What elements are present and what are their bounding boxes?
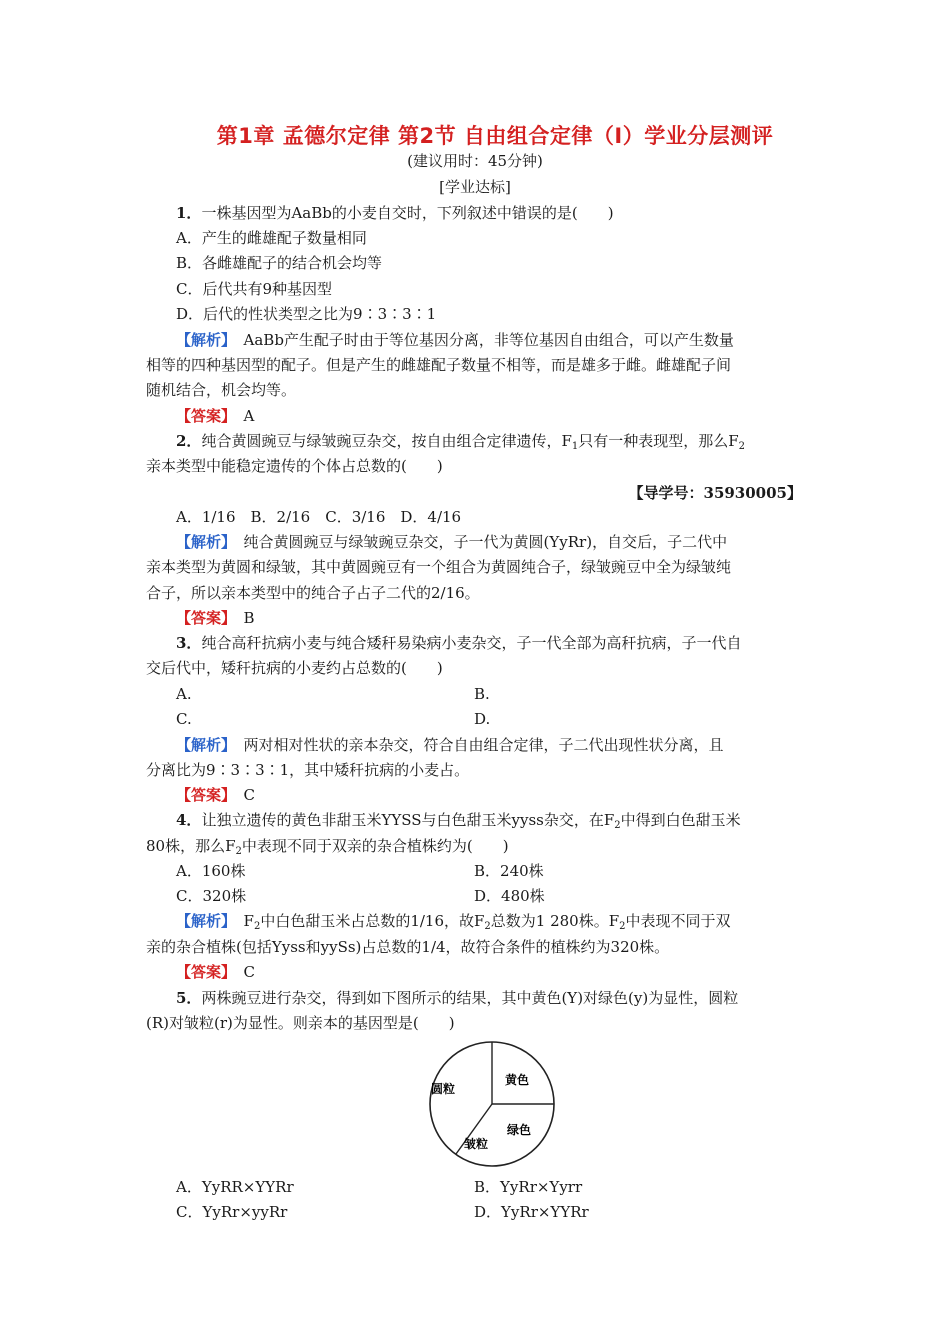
q4-stem-line2 <box>146 836 509 856</box>
q4-stem-line2-part2: 中表现不同于双亲的杂合植株约为( ) <box>241 837 509 855</box>
q5-option-a: A．YyRR×YYRr <box>176 1178 294 1196</box>
pie-chart <box>424 1036 560 1172</box>
q4-analysis-part4: 中表现不同于双 <box>625 912 731 930</box>
q4-analysis-part2: 中白色甜玉米占总数的1/16，故F <box>260 912 485 930</box>
q3-analysis-text: 两对相对性状的亲本杂交，符合自由组合定律，子二代出现性状分离，且 <box>228 736 724 754</box>
q3-stem <box>176 633 741 653</box>
q3-option-c: C. <box>176 710 192 728</box>
q2-analysis-text: 纯合黄圆豌豆与绿皱豌豆杂交，子一代为黄圆(YyRr)，自交后，子二代中 <box>228 533 728 551</box>
q2-analysis <box>176 532 727 552</box>
time-hint: (建议用时：45分钟) <box>407 152 543 170</box>
q2-stem-line2: 亲本类型中能稳定遗传的个体占总数的( ) <box>146 457 443 475</box>
answer-label: 【答案】 <box>176 609 229 627</box>
q3-answer <box>176 785 255 805</box>
q2-analysis-line3: 合子，所以亲本类型中的纯合子占子二代的2/16。 <box>146 584 480 602</box>
q1-analysis-line2: 相等的四种基因型的配子。但是产生的雌雄配子数量不相等，而是雄多于雌。雌雄配子间 <box>146 356 732 374</box>
q1-analysis <box>176 330 734 350</box>
q3-analysis-line2: 分离比为9∶3∶3∶1，其中矮秆抗病的小麦占。 <box>146 761 470 779</box>
q3-stem-line2: 交后代中，矮秆抗病的小麦约占总数的( ) <box>146 659 443 677</box>
q3-option-d: D. <box>474 710 491 728</box>
pie-label-green: 绿色 <box>507 1123 532 1137</box>
q4-number: 4． <box>176 811 202 829</box>
q4-sub: 2 <box>253 921 261 932</box>
q3-number: 3． <box>176 634 202 652</box>
q3-analysis <box>176 735 724 755</box>
q2-answer <box>176 608 255 628</box>
q1-option-b: B．各雌雄配子的结合机会均等 <box>176 254 383 272</box>
q5-stem-line2: (R)对皱粒(r)为显性。则亲本的基因型是( ) <box>146 1014 455 1032</box>
q2-stem-part1: 纯合黄圆豌豆与绿皱豌豆杂交，按自由组合定律遗传，F <box>201 432 572 450</box>
q1-answer <box>176 406 254 426</box>
q5-stem-text: 两株豌豆进行杂交，得到如下图所示的结果，其中黄色(Y)对绿色(y)为显性，圆粒 <box>201 989 739 1007</box>
q4-answer <box>176 962 255 982</box>
q2-answer-value: B <box>228 609 255 627</box>
q2-analysis-line2: 亲本类型为黄圆和绿皱，其中黄圆豌豆有一个组合为黄圆纯合子，绿皱豌豆中全为绿皱纯 <box>146 558 732 576</box>
page-title: 第1章 孟德尔定律 第2节 自由组合定律（Ⅰ）学业分层测评 <box>216 124 774 148</box>
q5-option-c: C．YyRr×yyRr <box>176 1203 288 1221</box>
q5-stem <box>176 988 738 1008</box>
q1-analysis-line3: 随机结合，机会均等。 <box>146 381 297 399</box>
q2-sub1: 1 <box>571 441 579 452</box>
q4-option-c: C．320株 <box>176 887 247 905</box>
q4-analysis-part1: F <box>228 912 254 930</box>
q4-option-d: D．480株 <box>474 887 545 905</box>
q1-option-d: D．后代的性状类型之比为9∶3∶3∶1 <box>176 305 437 323</box>
pie-label-round: 圆粒 <box>431 1082 456 1096</box>
q2-number: 2． <box>176 432 202 450</box>
q1-answer-value: A <box>228 407 255 425</box>
q1-option-c: C．后代共有9种基因型 <box>176 280 333 298</box>
analysis-label: 【解析】 <box>176 736 229 754</box>
q1-analysis-text: AaBb产生配子时由于等位基因分离，非等位基因自由组合，可以产生数量 <box>228 331 734 349</box>
analysis-label: 【解析】 <box>176 331 229 349</box>
q3-option-b: B. <box>474 685 490 703</box>
q4-option-a: A．160株 <box>176 862 246 880</box>
q2-options: A．1/16 B．2/16 C．3/16 D．4/16 <box>176 508 462 526</box>
q4-stem-part2: 中得到白色甜玉米 <box>620 811 741 829</box>
analysis-label: 【解析】 <box>176 533 229 551</box>
q1-stem-text: 一株基因型为AaBb的小麦自交时，下列叙述中错误的是( ) <box>201 204 614 222</box>
q3-answer-value: C <box>228 786 255 804</box>
q2-stem <box>176 431 745 451</box>
q1-option-a: A．产生的雌雄配子数量相同 <box>176 229 367 247</box>
pie-figure <box>424 1036 560 1172</box>
q4-stem <box>176 810 741 830</box>
q5-option-b: B．YyRr×Yyrr <box>474 1178 583 1196</box>
q4-analysis-part3: 总数为1 280株。F <box>490 912 620 930</box>
q4-sub: 2 <box>235 846 242 857</box>
q1-stem <box>176 203 614 223</box>
answer-label: 【答案】 <box>176 786 229 804</box>
pie-label-yellow: 黄色 <box>505 1073 530 1087</box>
answer-label: 【答案】 <box>176 407 229 425</box>
answer-label: 【答案】 <box>176 963 229 981</box>
q5-option-d: D．YyRr×YYRr <box>474 1203 589 1221</box>
q5-number: 5． <box>176 989 202 1007</box>
q2-stem-part2: 只有一种表现型，那么F <box>578 432 739 450</box>
q4-stem-part1: 让独立遗传的黄色非甜玉米YYSS与白色甜玉米yyss杂交，在F <box>201 811 615 829</box>
q4-option-b: B．240株 <box>474 862 544 880</box>
analysis-label: 【解析】 <box>176 912 229 930</box>
q3-option-a: A. <box>176 685 192 703</box>
q4-analysis <box>176 911 731 931</box>
q2-sub2: 2 <box>738 441 746 452</box>
q4-sub: 2 <box>614 820 621 831</box>
q4-sub: 2 <box>619 921 626 932</box>
q3-stem-text: 纯合高秆抗病小麦与纯合矮秆易染病小麦杂交，子一代全部为高秆抗病，子一代自 <box>201 634 742 652</box>
q4-stem-line2-part1: 80株，那么F <box>146 837 236 855</box>
q4-answer-value: C <box>228 963 255 981</box>
q4-analysis-line2: 亲的杂合植株(包括Yyss和yySs)占总数的1/4，故符合条件的植株约为320株。 <box>146 938 670 956</box>
pie-label-wrinkled: 皱粒 <box>464 1137 489 1151</box>
section-heading: [学业达标] <box>439 178 511 196</box>
q4-sub: 2 <box>484 921 491 932</box>
guide-number: 【导学号：35930005】 <box>628 484 802 502</box>
q1-number: 1． <box>176 204 202 222</box>
